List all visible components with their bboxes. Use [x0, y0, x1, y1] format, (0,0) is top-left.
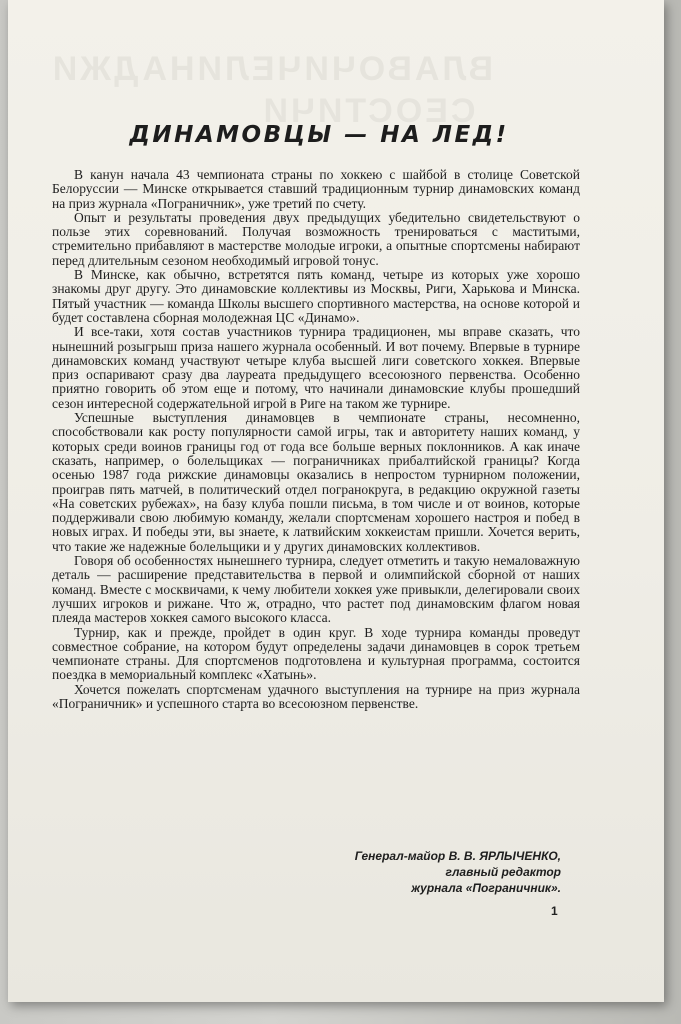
page-number: 1	[551, 904, 558, 918]
show-through-text	[49, 48, 493, 132]
signature-publication: журнала «Пограничник».	[411, 881, 561, 895]
paragraph-7: Турнир, как и прежде, пройдет в один круг. В ходе турнира команды проведут совместное собрание, на котором будут определены задачи динамовцев в сорок третьем чемпионате страны. Для спортсменов подготовлена и культурная программа, состоится поездка в мемориальный комплекс «Хатынь».	[52, 624, 580, 683]
article-body	[52, 168, 580, 711]
paragraph-8: Хочется пожелать спортсменам удачного выступления на турнире на приз журнала «Пограничник» и успешного старта во всесоюзном первенстве.	[52, 681, 580, 711]
paragraph-3: В Минске, как обычно, встретятся пять команд, четыре из которых уже хорошо знакомы друг другу. Это динамовские коллективы из Москвы, Риги, Харькова и Минска. Пятый участник — команда Школы высшего спортивного мастерства, на основе которой и будет составлена сборная молодежная ЦС «Динамо».	[52, 267, 580, 325]
signature-position: главный редактор	[445, 865, 561, 879]
paragraph-6: Говоря об особенностях нынешнего турнира, следует отметить и такую немаловажную деталь — расширение представительства в первой и олимпийской сборной от наших команд. Вместе с москвичами, к чему любители хоккея уже привыкли, делегировали своих лучших игроков и рижане. Что ж, отрадно, что растет под динамовским флагом новая плеяда мастеров хоккея самого высокого класса.	[52, 553, 580, 626]
signature-author: Генерал-майор В. В. ЯРЛЫЧЕНКО,	[354, 849, 561, 863]
paragraph-4: И все-таки, хотя состав участников турнира традиционен, мы вправе сказать, что нынешний розыгрыш приза нашего журнала особенный. И вот почему. Впервые в турнире динамовских команд участвуют четыре клуба высшей лиги советского хоккея. Впервые приз оспаривают сразу два лауреата предыдущего всесоюзного первенства. Особенно приятно говорить об этом еще и потому, что начинали динамовские клубы прошедший сезон интересной содержательной игрой в Риге на таком же турнире.	[52, 324, 580, 411]
show-through-line-2: СЕОСТИЧИ	[260, 92, 476, 130]
paragraph-1: В канун начала 43 чемпионата страны по хоккею с шайбой в столице Советской Белоруссии — Минске открывается ставший традиционным турнир динамовских команд на приз журнала «Пограничник», уже третий по счету.	[52, 167, 580, 211]
show-through-line-1: ВЛАВОЧИЧЕЛИНАДЖИ	[49, 50, 493, 88]
paragraph-5: Успешные выступления динамовцев в чемпионате страны, несомненно, способствовали как росту популярности самой игры, так и авторитету наших команд, у которых среди воинов границы год от года все больше верных поклонников. А как иначе сказать, например, о болельщиках — пограничниках прибалтийской границы? Когда осенью 1987 года рижские динамовцы оказались в непростом турнирном положении, проиграв пять матчей, в политический отдел погранокруга, в редакцию окружной газеты «На советских рубежах», на базу клуба пошли письма, в том числе и от воинов, которые поддерживали свою любимую команду, желали спортсменам хорошего настроя и побед в новых играх. И победы эти, вы знаете, к латвийским хоккеистам пришли. Хочется верить, что такие же надежные болельщики и у других динамовских коллективов.	[52, 410, 580, 554]
signature-block	[355, 848, 561, 896]
article-title: ДИНАМОВЦЫ — НА ЛЕД!	[129, 122, 509, 148]
paragraph-2: Опыт и результаты проведения двух предыдущих убедительно свидетельствуют о пользе этих соревнований. Получая возможность тренироваться с маститыми, стремительно прибавляют в мастерстве молодые игроки, а опытные спортсмены набирают перед длительным сезоном необходимый игровой тонус.	[52, 209, 580, 268]
